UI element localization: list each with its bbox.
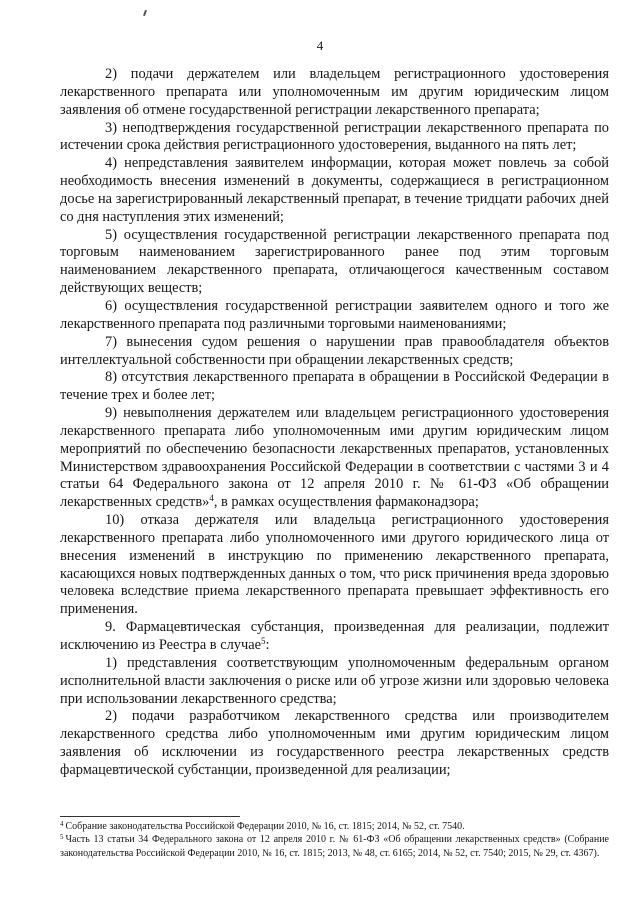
footnote-text: Часть 13 статьи 34 Федерального закона от 12 апреля 2010 г. № 61-ФЗ «Об обращении лекарственных средств» (Собрание законодательства Российской Федерации 2010, № 16, ст. 1815; 2013, № 48, ст. 6165; 2014, № 52, ст. 7540; 2015, № 29, ст. 4367). <box>60 834 609 859</box>
paragraph-item-4: 4) непредставления заявителем информации, которая может повлечь за собой необходимость внесения изменений в документы, содержащиеся в регистрационном досье на зарегистрированный лекарственный препарат, в течение тридцати рабочих дней со дня наступления этих изменений; <box>60 155 609 225</box>
paragraph-subitem-1: 1) представления соответствующим уполномоченным федеральным органом исполнительной власти заключения о риске или об угрозе жизни или здоровью человека при использовании лекарственного средства; <box>60 654 609 707</box>
paragraph-item-8: 8) отсутствия лекарственного препарата в обращении в Российской Федерации в течение трех и более лет; <box>60 369 609 404</box>
footnotes <box>60 820 609 860</box>
footnote-ref-5: 5 <box>260 636 266 646</box>
footnote-mark: 4 <box>60 820 64 828</box>
footnote-mark: 5 <box>60 833 64 842</box>
paragraph-item-6: 6) осуществления государственной регистрации заявителем одного и того же лекарственного препарата под различными торговыми наименованиями; <box>60 297 609 332</box>
paragraph-section-9: 9. Фармацевтическая субстанция, произведенная для реализации, подлежит исключению из Реестра в случае$^5$: <box>60 619 609 653</box>
paragraph-item-5: 5) осуществления государственной регистрации лекарственного препарата под торговым наименованием зарегистрированного ранее под этим торговым наименованием лекарственного препарата, отличающегося качественным составом действующих веществ; <box>60 226 609 297</box>
scan-mark <box>143 10 147 16</box>
paragraph-item-2: 2) подачи держателем или владельцем регистрационного удостоверения лекарственного препарата или уполномоченным им другим юридическим лицом заявления об отмене государственной регистрации лекарственного препарата; <box>60 66 609 118</box>
paragraph-item-3: 3) неподтверждения государственной регистрации лекарственного препарата по истечении срока действия регистрационного удостоверения, выданного на пять лет; <box>60 119 609 154</box>
footnote-4 <box>60 820 609 833</box>
paragraph-item-7: 7) вынесения судом решения о нарушении прав правообладателя объектов интеллектуальной собственности при обращении лекарственных средств; <box>60 333 609 368</box>
footnote-5 <box>60 833 609 860</box>
document-body <box>60 66 609 780</box>
footnote-text: Собрание законодательства Российской Федерации 2010, № 16, ст. 1815; 2014, № 52, ст. 7540. <box>65 821 465 832</box>
footnote-ref-4: 4 <box>209 493 214 504</box>
footnote-divider <box>60 816 240 817</box>
paragraph-subitem-2: 2) подачи разработчиком лекарственного средства или производителем лекарственного средства либо уполномоченным ими другим юридическим лицом заявления об исключении из государственного реестра лекарственных средств фармацевтической субстанции, произведенной для реализации; <box>60 708 609 778</box>
paragraph-item-10: 10) отказа держателя или владельца регистрационного удостоверения лекарственного препарата либо уполномоченного ими другого юридического лица от внесения изменений в инструкцию по применению лекарственного препарата, касающихся новых подтвержденных данных о том, что риск причинения вреда здоровью человека вследствие приема лекарственного препарата превышает эффективность его применения. <box>60 512 609 618</box>
paragraph-item-9: 9) невыполнения держателем или владельцем регистрационного удостоверения лекарственного препарата либо уполномоченным ими другим юридическим лицом мероприятий по обеспечению безопасности лекарственных препаратов, установленных Министерством здравоохранения Российской Федерации в соответствии с частями 3 и 4 статьи 64 Федерального закона от 12 апреля 2010 г. № 61-ФЗ «Об обращении лекарственных средств»$^4$, в рамках осуществления фармаконадзора; <box>60 405 609 511</box>
page-number: 4 <box>316 38 324 53</box>
